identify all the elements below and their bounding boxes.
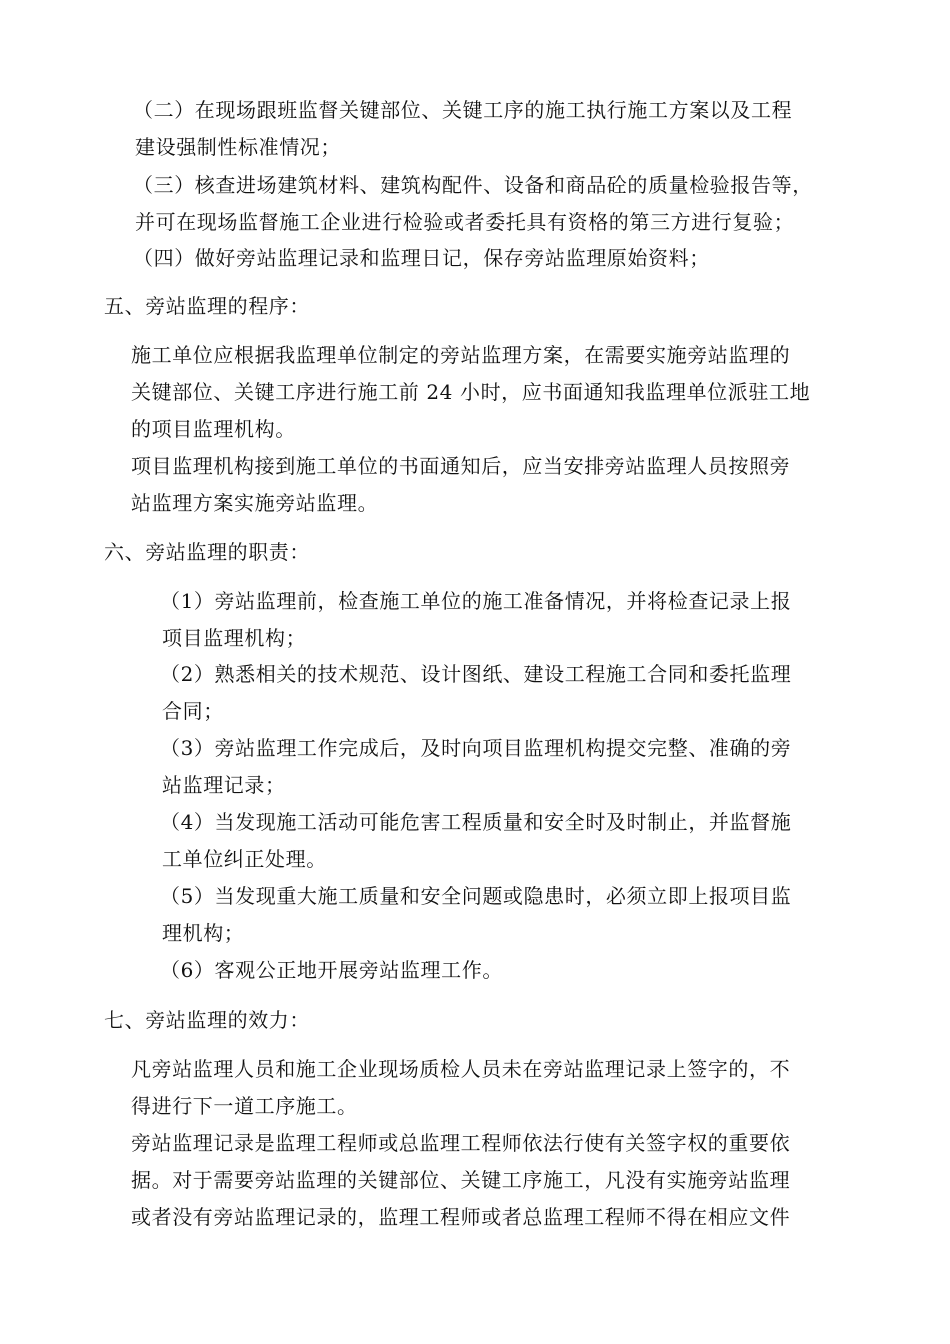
text-line: 建设强制性标准情况； xyxy=(135,135,341,159)
text-line: （二）在现场跟班监督关键部位、关键工序的施工执行施工方案以及工程 xyxy=(133,98,793,122)
text-line: 站监理记录； xyxy=(162,773,286,797)
text-line: 的项目监理机构。 xyxy=(131,417,296,441)
text-line: 工单位纠正处理。 xyxy=(162,847,327,871)
text-line: 或者没有旁站监理记录的，监理工程师或者总监理工程师不得在相应文件 xyxy=(131,1205,791,1229)
section-heading: 六、旁站监理的职责： xyxy=(104,540,310,564)
text-line: 得进行下一道工序施工。 xyxy=(131,1094,358,1118)
text-line: 理机构； xyxy=(162,921,245,945)
section-heading: 五、旁站监理的程序： xyxy=(104,294,310,318)
text-line: 项目监理机构接到施工单位的书面通知后，应当安排旁站监理人员按照旁 xyxy=(131,454,791,478)
text-line: （5）当发现重大施工质量和安全问题或隐患时，必须立即上报项目监 xyxy=(160,884,792,908)
text-line: （6）客观公正地开展旁站监理工作。 xyxy=(160,958,503,982)
text-line: 据。对于需要旁站监理的关键部位、关键工序施工，凡没有实施旁站监理 xyxy=(131,1168,791,1192)
text-line: （四）做好旁站监理记录和监理日记，保存旁站监理原始资料； xyxy=(133,246,710,270)
text-line: 合同； xyxy=(162,699,224,723)
text-line: 旁站监理记录是监理工程师或总监理工程师依法行使有关签字权的重要依 xyxy=(131,1131,791,1155)
text-line: 施工单位应根据我监理单位制定的旁站监理方案，在需要实施旁站监理的 xyxy=(131,343,791,367)
text-line: （4）当发现施工活动可能危害工程质量和安全时及时制止，并监督施 xyxy=(160,810,792,834)
text-line: （1）旁站监理前，检查施工单位的施工准备情况，并将检查记录上报 xyxy=(160,589,792,613)
text-line: （2）熟悉相关的技术规范、设计图纸、建设工程施工合同和委托监理 xyxy=(160,662,792,686)
text-line: 凡旁站监理人员和施工企业现场质检人员未在旁站监理记录上签字的，不 xyxy=(131,1057,791,1081)
text-line: 并可在现场监督施工企业进行检验或者委托具有资格的第三方进行复验； xyxy=(135,210,795,234)
text-line: 项目监理机构； xyxy=(162,626,307,650)
text-line: 关键部位、关键工序进行施工前 24 小时，应书面通知我监理单位派驻工地 xyxy=(131,380,811,404)
text-line: （3）旁站监理工作完成后，及时向项目监理机构提交完整、准确的旁 xyxy=(160,736,792,760)
text-line: 站监理方案实施旁站监理。 xyxy=(131,491,379,515)
text-line: （三）核查进场建筑材料、建筑构配件、设备和商品砼的质量检验报告等， xyxy=(133,173,813,197)
section-heading: 七、旁站监理的效力： xyxy=(104,1008,310,1032)
